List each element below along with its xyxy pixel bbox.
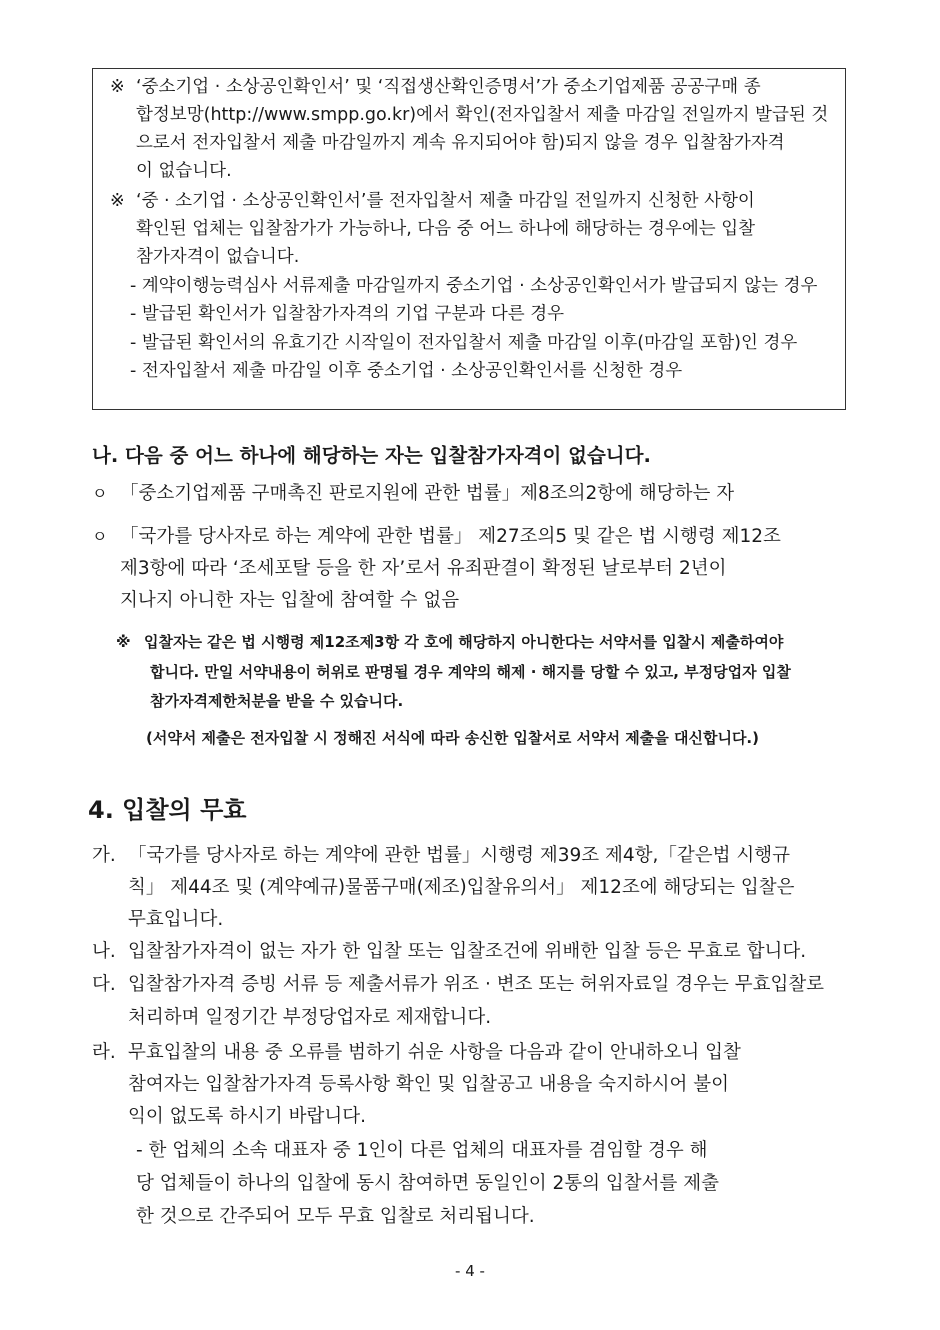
section4-ra-line: 참여자는 입찰참가자격 등록사항 확인 및 입찰공고 내용을 숙지하시어 불이	[128, 1074, 730, 1095]
section-na-note-line: 합니다. 만일 서약내용이 허위로 판명될 경우 계약의 해제 · 해지를 당할 수 있고, 부정당업자 입찰	[150, 663, 791, 681]
section4-ga-line: 칙」 제44조 및 (계약예규)물품구매(제조)입찰유의서」 제12조에 해당되는 입찰은	[128, 877, 795, 898]
box-bullet: - 발급된 확인서가 입찰참가자격의 기업 구분과 다른 경우	[130, 304, 565, 324]
item-label-na: 나.	[92, 941, 116, 962]
box-bullet: - 전자입찰서 제출 마감일 이후 중소기업 · 소상공인확인서를 신청한 경우	[130, 361, 683, 381]
section4-da-line: 처리하며 일정기간 부정당업자로 제재합니다.	[128, 1007, 492, 1028]
note-mark: ※	[110, 77, 125, 97]
page-number: - 4 -	[455, 1262, 485, 1280]
section4-ra-line: 한 것으로 간주되어 모두 무효 입찰로 처리됩니다.	[136, 1206, 535, 1227]
box-note1-line: 으로서 전자입찰서 제출 마감일까지 계속 유지되어야 함)되지 않을 경우 입찰참가자격	[136, 133, 785, 153]
section4-ra-line: 익이 없도록 하시기 바랍니다.	[128, 1106, 366, 1127]
section-na-item2-line: 지나지 아니한 자는 입찰에 참여할 수 없음	[120, 590, 460, 611]
section4-na-line: 입찰참가자격이 없는 자가 한 입찰 또는 입찰조건에 위배한 입찰 등은 무효로 합니다.	[128, 941, 807, 962]
box-note2-line: 확인된 업체는 입찰참가가 가능하나, 다음 중 어느 하나에 해당하는 경우에는 입찰	[136, 219, 756, 239]
box-note1-line: 합정보망(http://www.smpp.go.kr)에서 확인(전자입찰서 제출 마감일 전일까지 발급된 것	[136, 105, 829, 125]
section4-ra-line: 당 업체들이 하나의 입찰에 동시 참여하면 동일인이 2통의 입찰서를 제출	[136, 1173, 719, 1194]
item-label-ra: 라.	[92, 1042, 116, 1063]
item-mark: ㅇ	[92, 527, 108, 546]
box-bullet: - 발급된 확인서의 유효기간 시작일이 전자입찰서 제출 마감일 이후(마감일 포함)인 경우	[130, 333, 798, 353]
box-note2-line: 참가자격이 없습니다.	[136, 247, 300, 267]
section-4-title: 4. 입찰의 무효	[88, 796, 247, 824]
section-na-item1: 「중소기업제품 구매촉진 판로지원에 관한 법률」제8조의2항에 해당하는 자	[120, 483, 735, 504]
section-na-item2-line: 제3항에 따라 ‘조세포탈 등을 한 자’로서 유죄판결이 확정된 날로부터 2년이	[120, 558, 727, 579]
section4-ga-line: 무효입니다.	[128, 909, 224, 930]
item-mark: ㅇ	[92, 484, 108, 503]
box-note2-line: ‘중 · 소기업 · 소상공인확인서’를 전자입찰서 제출 마감일 전일까지 신청한 사항이	[136, 191, 755, 211]
box-note1-line: 이 없습니다.	[136, 161, 232, 181]
section-na-item2-line: 「국가를 당사자로 하는 계약에 관한 법률」 제27조의5 및 같은 법 시행령 제12조	[120, 526, 781, 547]
note-mark: ※	[110, 191, 125, 211]
section4-ga-line: 「국가를 당사자로 하는 계약에 관한 법률」시행령 제39조 제4항,「같은법 시행규	[128, 845, 790, 866]
item-label-da: 다.	[92, 974, 116, 995]
section4-ra-line: - 한 업체의 소속 대표자 중 1인이 다른 업체의 대표자를 겸임할 경우 해	[136, 1140, 708, 1161]
section4-da-line: 입찰참가자격 증빙 서류 등 제출서류가 위조 · 변조 또는 허위자료일 경우는 무효입찰로	[128, 974, 825, 995]
section-na-heading: 나. 다음 중 어느 하나에 해당하는 자는 입찰참가자격이 없습니다.	[92, 444, 651, 467]
section-na-note-line: 참가자격제한처분을 받을 수 있습니다.	[150, 692, 404, 710]
section-na-note-tail: (서약서 제출은 전자입찰 시 정해진 서식에 따라 송신한 입찰서로 서약서 제출을 대신합니다.)	[146, 729, 759, 747]
item-label-ga: 가.	[92, 845, 116, 866]
box-bullet: - 계약이행능력심사 서류제출 마감일까지 중소기업 · 소상공인확인서가 발급되지 않는 경우	[130, 276, 818, 296]
note-mark: ※	[116, 633, 131, 651]
section-na-note-line: 입찰자는 같은 법 시행령 제12조제3항 각 호에 해당하지 아니한다는 서약서를 입찰시 제출하여야	[144, 633, 784, 651]
section4-ra-line: 무효입찰의 내용 중 오류를 범하기 쉬운 사항을 다음과 같이 안내하오니 입찰	[128, 1042, 741, 1063]
box-note1-line: ‘중소기업 · 소상공인확인서’ 및 ‘직접생산확인증명서’가 중소기업제품 공공구매 종	[136, 77, 761, 97]
